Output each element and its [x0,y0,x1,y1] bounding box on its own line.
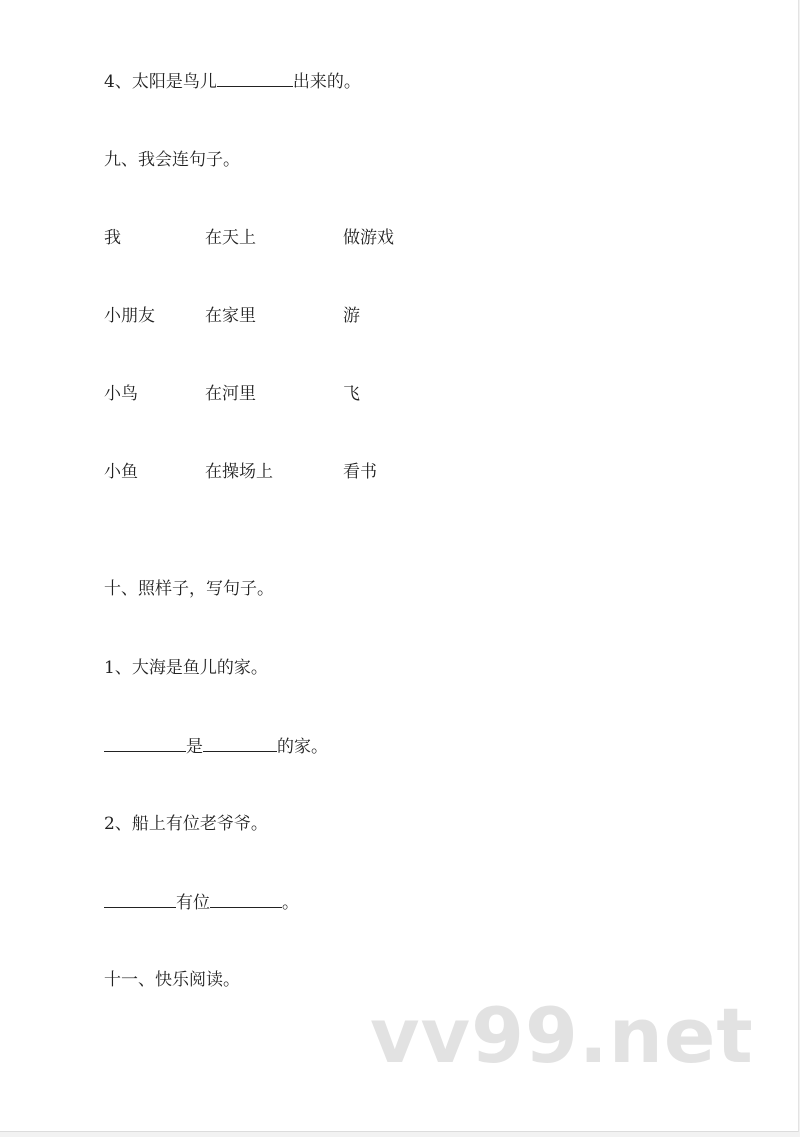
match-cell-place: 在天上 [205,228,256,248]
fill-sentence-1 [104,735,328,758]
question-4-prefix: 4、太阳是鸟儿 [104,72,217,92]
example-sentence-1: 1、大海是鱼儿的家。 [104,658,268,678]
match-cell-subject: 小朋友 [104,306,155,326]
answer-blank [210,891,282,908]
question-4-suffix: 出来的。 [292,72,361,92]
fill-sentence-2-end: 。 [282,893,299,913]
example-sentence-2: 2、船上有位老爷爷。 [104,814,268,834]
watermark: vv99.net [370,991,754,1080]
fill-sentence-1-middle: 是 [186,737,203,757]
match-cell-action: 做游戏 [343,228,394,248]
match-cell-place: 在河里 [205,384,256,404]
fill-sentence-2-middle: 有位 [176,893,210,913]
match-cell-action: 飞 [343,384,360,404]
answer-blank [217,70,293,87]
match-cell-subject: 小鱼 [104,462,138,482]
section-10-title: 十、照样子，写句子。 [104,579,274,599]
fill-sentence-2 [104,891,299,914]
section-9-title: 九、我会连句子。 [104,150,240,170]
answer-blank [104,735,186,752]
match-cell-action: 看书 [343,462,377,482]
section-11-title: 十一、快乐阅读。 [104,970,240,990]
match-cell-action: 游 [343,306,360,326]
match-cell-place: 在操场上 [205,462,273,482]
fill-sentence-1-end: 的家。 [277,737,328,757]
answer-blank [104,891,176,908]
match-cell-place: 在家里 [205,306,256,326]
match-cell-subject: 我 [104,228,121,248]
match-cell-subject: 小鸟 [104,384,138,404]
question-4 [104,70,361,93]
answer-blank [203,735,277,752]
